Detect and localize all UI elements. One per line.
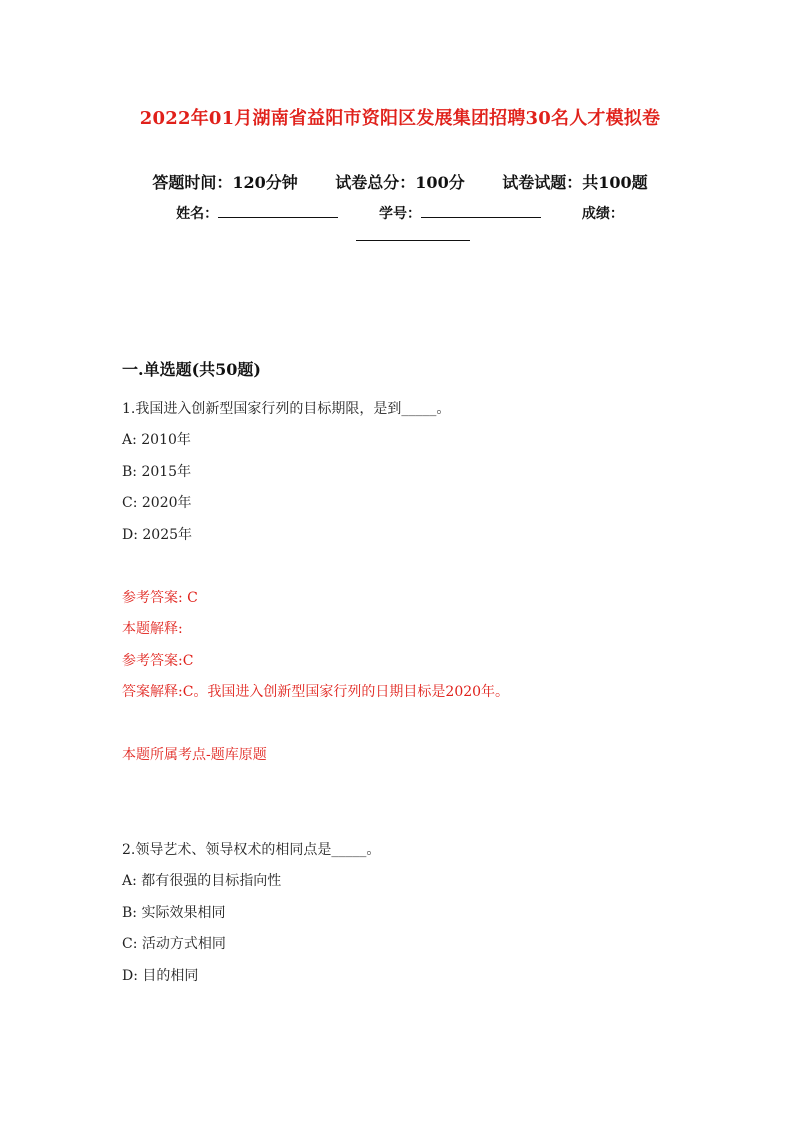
name-field [176,203,338,223]
score-field [582,203,624,223]
exam-question-count: 试卷试题：共100题 [502,173,648,192]
question-2-option-c: C: 活动方式相同 [122,936,226,952]
id-label: 学号： [379,206,421,222]
question-2-option-d: D: 目的相同 [122,968,199,984]
question-1-explain-label: 本题解释: [122,621,183,637]
score-label: 成绩： [581,206,624,222]
id-blank[interactable] [421,205,541,218]
section-title: 一.单选题(共50题) [122,360,261,379]
exam-title: 2022年01月湖南省益阳市资阳区发展集团招聘30名人才模拟卷 [139,108,661,129]
name-label: 姓名： [176,206,219,222]
question-1-option-d: D: 2025年 [122,527,193,543]
question-1-option-b: B: 2015年 [122,464,192,480]
exam-time: 答题时间：120分钟 [152,173,298,192]
question-1-option-c: C: 2020年 [122,495,192,511]
name-blank[interactable] [218,205,338,218]
question-2-option-a: A: 都有很强的目标指向性 [122,873,282,889]
question-2-stem: 2.领导艺术、领导权术的相同点是_____。 [122,842,381,858]
question-1-option-a: A: 2010年 [122,432,191,448]
score-blank-row [356,226,470,245]
exam-total-score: 试卷总分：100分 [335,173,465,192]
question-1-explanation: 答案解释:C。我国进入创新型国家行列的日期目标是2020年。 [122,684,510,700]
student-info [0,203,800,223]
question-2-option-b: B: 实际效果相同 [122,905,226,921]
id-field [379,203,541,223]
question-1-stem: 1.我国进入创新型国家行列的目标期限，是到_____。 [122,401,451,417]
score-blank[interactable] [356,228,470,241]
question-1-ref-answer-2: 参考答案:C [122,653,194,669]
question-1-source: 本题所属考点-题库原题 [122,747,267,763]
question-1-ref-answer: 参考答案: C [122,590,198,606]
exam-meta [0,170,800,193]
